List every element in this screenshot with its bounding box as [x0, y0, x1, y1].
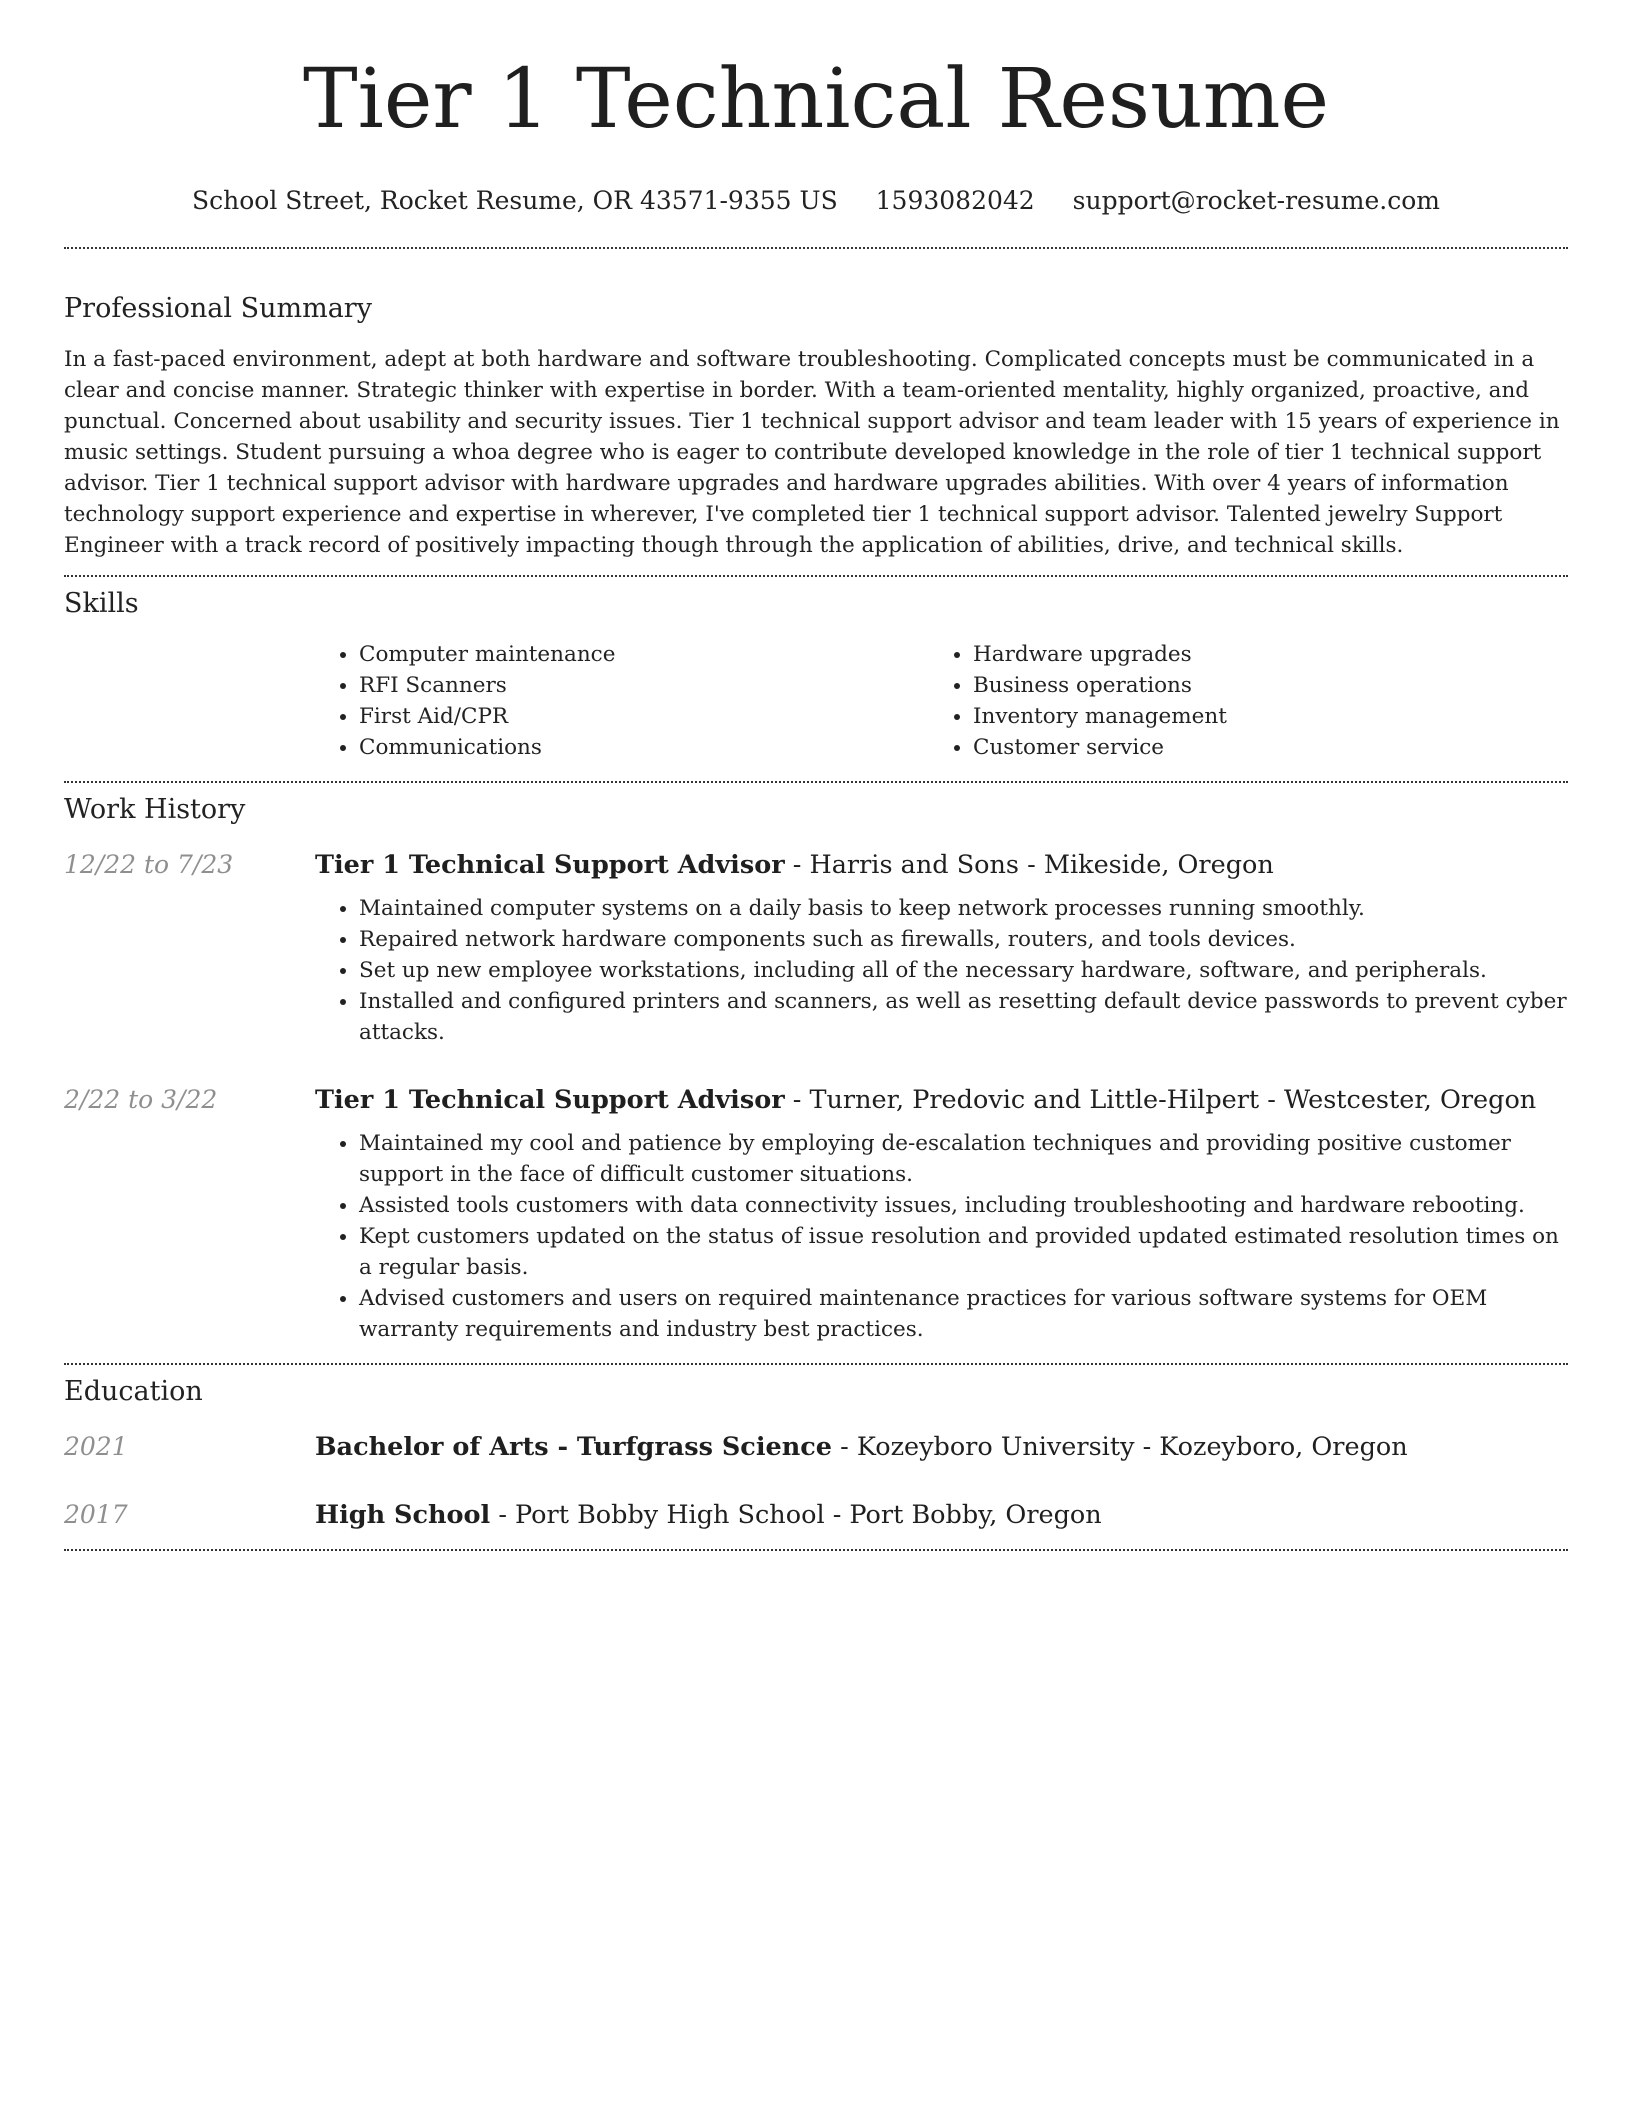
skills-column-right — [929, 639, 1543, 763]
summary-text: In a fast-paced environment, adept at both hardware and software troubleshooting. Complicated concepts must be communicated in a clear and concise manner. Strategic thinker with expertise in border. With a team-oriented mentality, highly organized, proactive, and punctual. Concerned about usability and security issues. Tier 1 technical support advisor and team leader with 15 years of experience in music settings. Student pursuing a whoa degree who is eager to contribute developed knowledge in the role of tier 1 technical support advisor. Tier 1 technical support advisor with hardware upgrades and hardware upgrades abilities. With over 4 years of information technology support experience and expertise in wherever, I've completed tier 1 technical support advisor. Talented jewelry Support Engineer with a track record of positively impacting though through the application of abilities, drive, and technical skills. — [64, 347, 1560, 558]
contact-address: School Street, Rocket Resume, OR 43571-9355 US — [192, 186, 838, 215]
skill-item: • Hardware upgrades — [973, 639, 1543, 670]
work-dates: 2/22 to 3/22 — [64, 1085, 218, 1114]
section-divider — [64, 1549, 1568, 1551]
work-bullet: • Set up new employee workstations, including all of the necessary hardware, software, and peripherals. — [359, 955, 1568, 986]
work-dates: 12/22 to 7/23 — [64, 850, 234, 879]
job-employer-location: - Harris and Sons - Mikeside, Oregon — [784, 850, 1274, 880]
education-year: 2021 — [64, 1432, 128, 1461]
job-title: Tier 1 Technical Support Advisor — [315, 1085, 785, 1115]
work-bullets — [315, 1128, 1568, 1345]
work-bullet: • Maintained my cool and patience by employing de-escalation techniques and providing positive customer support in the face of difficult customer situations. — [359, 1128, 1568, 1190]
work-details — [315, 1084, 1568, 1345]
work-bullet: • Repaired network hardware components such as firewalls, routers, and tools devices. — [359, 924, 1568, 955]
school-location: - Port Bobby High School - Port Bobby, Oregon — [490, 1500, 1102, 1530]
degree: High School — [315, 1500, 491, 1530]
education-heading — [315, 1431, 1568, 1463]
work-bullet: • Kept customers updated on the status of issue resolution and provided updated estimated resolution times on a regular basis. — [359, 1221, 1568, 1283]
work-heading — [315, 1084, 1568, 1116]
summary-section — [64, 292, 1568, 561]
skills-title: Skills — [64, 588, 139, 619]
degree: Bachelor of Arts - Turfgrass Science — [315, 1432, 833, 1462]
contact-line — [64, 186, 1568, 216]
skill-item: • Customer service — [973, 732, 1543, 763]
skill-item: • Business operations — [973, 670, 1543, 701]
skills-list — [315, 639, 1568, 763]
education-title: Education — [64, 1376, 203, 1407]
skill-item: • First Aid/CPR — [359, 701, 929, 732]
work-section — [64, 793, 1568, 1345]
skill-item: • Inventory management — [973, 701, 1543, 732]
education-section — [64, 1375, 1568, 1531]
work-heading — [315, 849, 1568, 881]
education-entry — [64, 1499, 1568, 1531]
section-divider — [64, 781, 1568, 783]
job-employer-location: - Turner, Predovic and Little-Hilpert - Westcester, Oregon — [784, 1085, 1537, 1115]
section-divider — [64, 1363, 1568, 1365]
contact-email: support@rocket-resume.com — [1072, 186, 1440, 215]
school-location: - Kozeyboro University - Kozeyboro, Oregon — [832, 1432, 1408, 1462]
work-bullet: • Maintained computer systems on a daily basis to keep network processes running smoothly. — [359, 893, 1568, 924]
contact-phone: 1593082042 — [875, 186, 1035, 215]
education-entry — [64, 1431, 1568, 1463]
work-bullet: • Advised customers and users on required maintenance practices for various software systems for OEM warranty requirements and industry best practices. — [359, 1283, 1568, 1345]
work-entry — [64, 849, 1568, 1048]
work-bullets — [315, 893, 1568, 1048]
work-entry — [64, 1084, 1568, 1345]
skills-section — [64, 587, 1568, 763]
work-details — [315, 849, 1568, 1048]
section-divider — [64, 575, 1568, 577]
resume-name: Tier 1 Technical Resume — [302, 52, 1330, 147]
work-title: Work History — [64, 794, 246, 825]
skill-item: • Communications — [359, 732, 929, 763]
work-bullet: • Installed and configured printers and scanners, as well as resetting default device passwords to prevent cyber attacks. — [359, 986, 1568, 1048]
work-bullet: • Assisted tools customers with data connectivity issues, including troubleshooting and hardware rebooting. — [359, 1190, 1568, 1221]
summary-title: Professional Summary — [64, 293, 372, 324]
education-heading — [315, 1499, 1568, 1531]
job-title: Tier 1 Technical Support Advisor — [315, 850, 785, 880]
skill-item: • RFI Scanners — [359, 670, 929, 701]
resume-page — [64, 0, 1568, 1551]
education-year: 2017 — [64, 1500, 128, 1529]
skills-column-left — [315, 639, 929, 763]
section-divider — [64, 247, 1568, 249]
skill-item: • Computer maintenance — [359, 639, 929, 670]
